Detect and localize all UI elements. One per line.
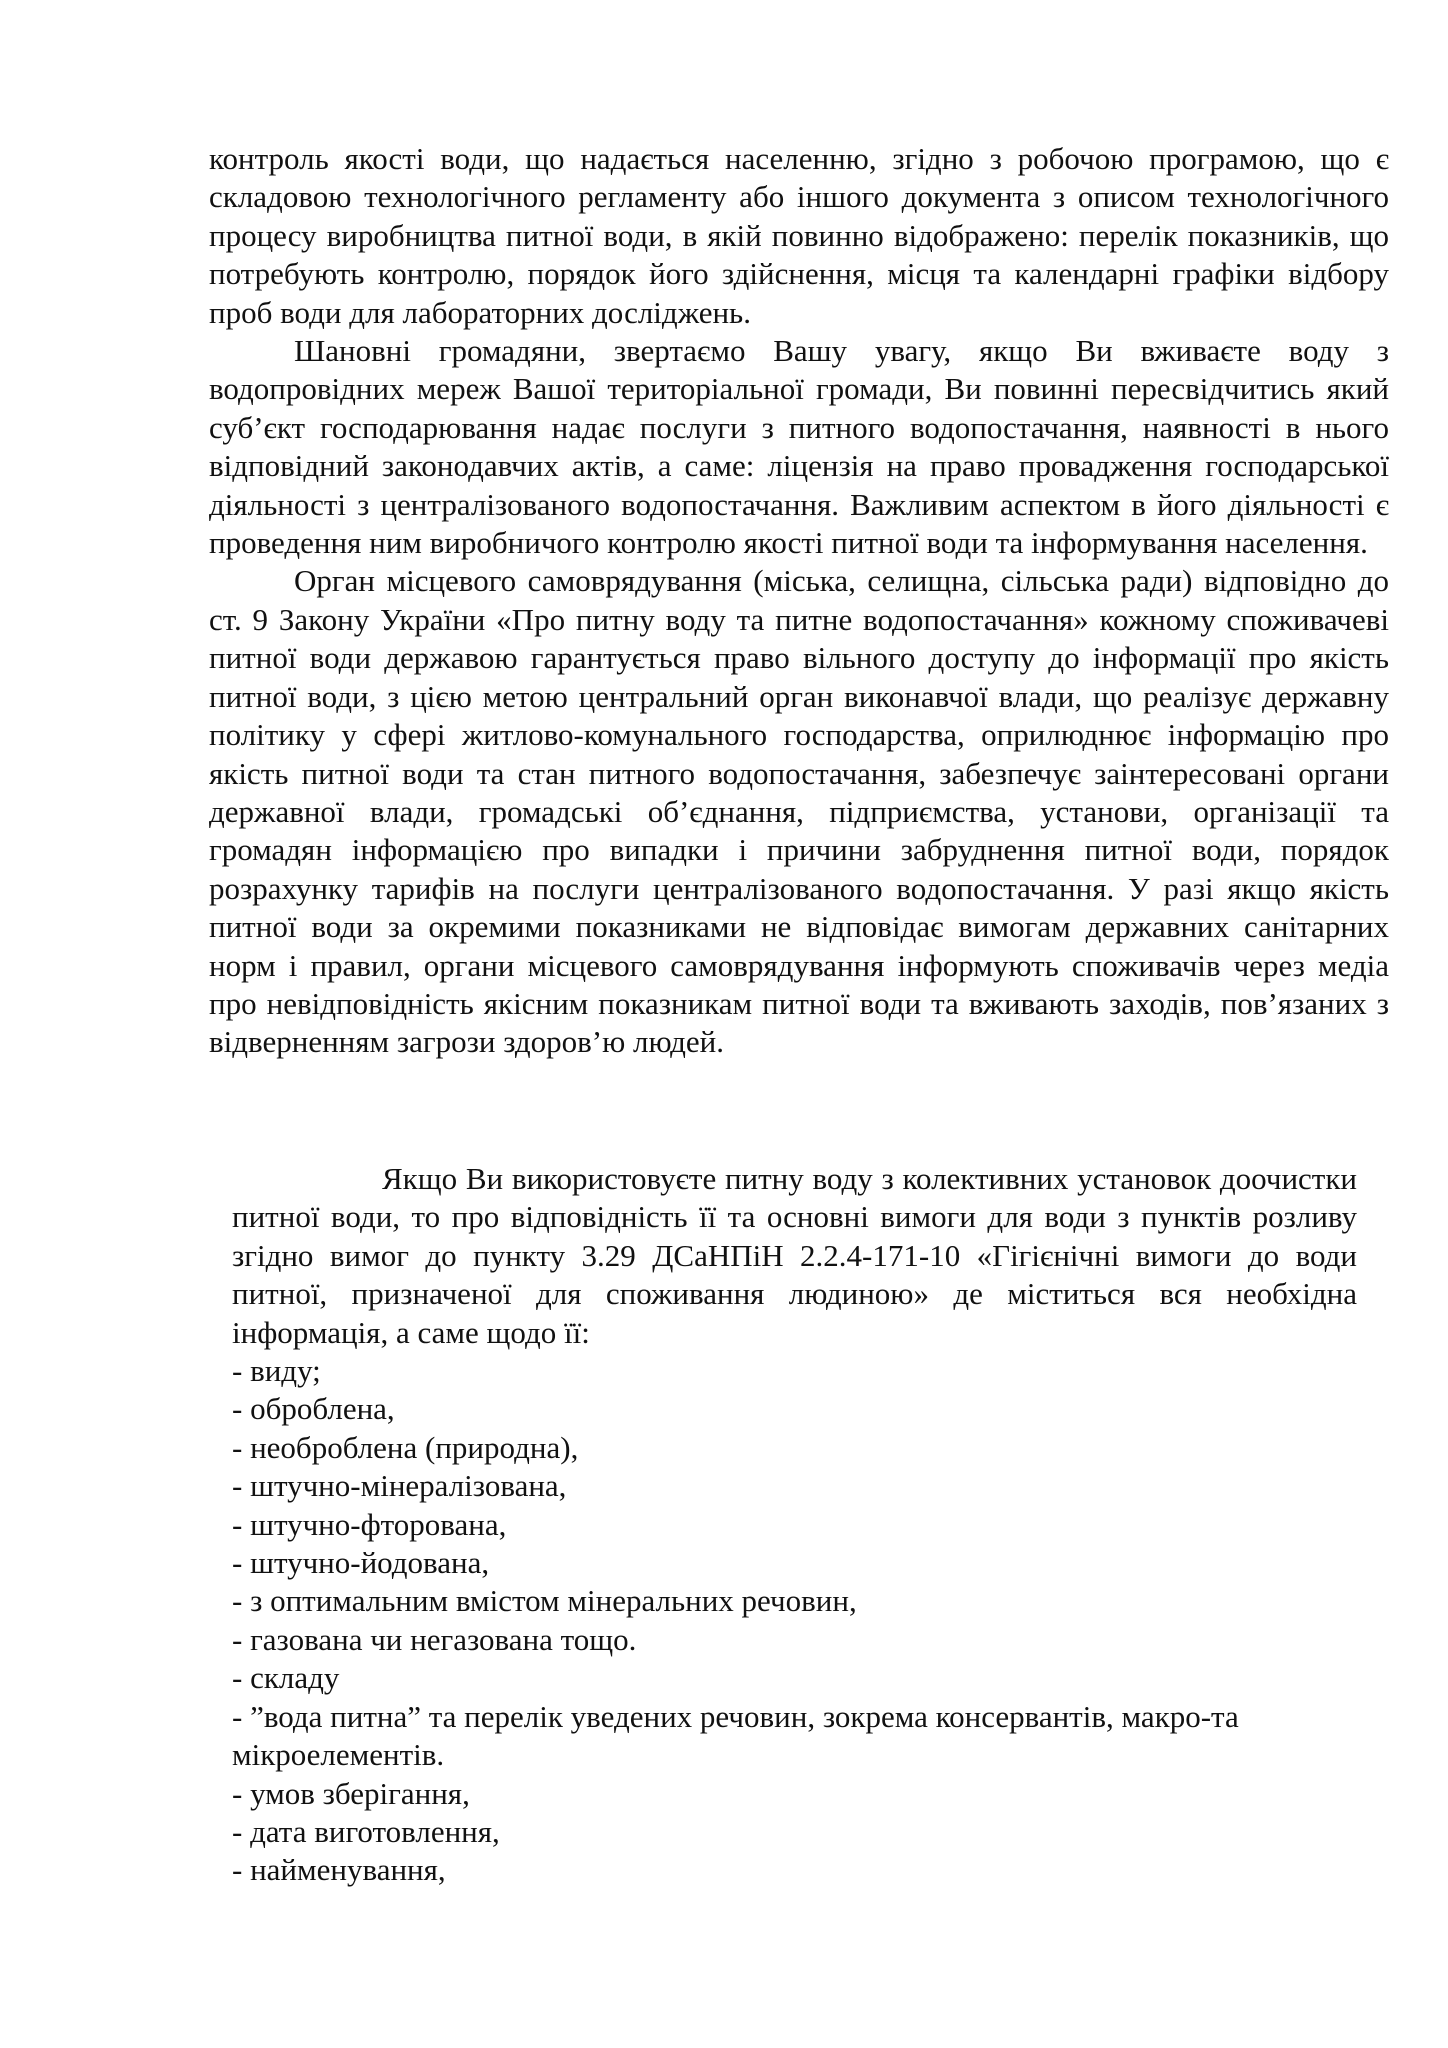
list-item: - необроблена (природна), <box>232 1429 579 1465</box>
list-item: - штучно-фторована, <box>232 1506 507 1542</box>
list-item: - найменування, <box>232 1852 446 1888</box>
list-item: - газована чи негазована тощо. <box>232 1621 637 1657</box>
list-item: - оброблена, <box>232 1391 395 1427</box>
list-item: - виду; <box>232 1353 321 1389</box>
list-item: - дата виготовлення, <box>232 1813 500 1849</box>
document-body <box>209 140 1389 1062</box>
list-item: - складу <box>232 1660 340 1696</box>
list-item: - штучно-мінералізована, <box>232 1468 567 1504</box>
paragraph-water-quality-control: контроль якості води, що надається населенню, згідно з робочою програмою, що є складовою технологічного регламенту або іншого документа з описом технологічного процесу виробництва питної води, в якій повинно відображено: перелік показників, що потребують контролю, порядок його здійснення, місця та календарні графіки відбору проб води для лабораторних досліджень. <box>209 141 1389 330</box>
paragraph-collective-installations: Якщо Ви використовуєте питну воду з колективних установок доочистки питної води, то про відповідність її та основні вимоги для води з пунктів розливу згідно вимог до пункту 3.29 ДСаНПіН 2.2.4-171-10 «Гігієнічні вимоги до води питної, призначеної для споживання людиною» де міститься вся необхідна інформація, а саме щодо її: <box>232 1161 1357 1350</box>
document-body-collective-installations <box>232 1160 1357 1890</box>
paragraph-local-government: Орган місцевого самоврядування (міська, селищна, сільська ради) відповідно до ст. 9 Закону України «Про питну воду та питне водопостачання» кожному споживачеві питної води державою гарантується право вільного доступу до інформації про якість питної води, з цією метою центральний орган виконавчої влади, що реалізує державну політику у сфері житлово-комунального господарства, оприлюднює інформацію про якість питної води та стан питного водопостачання, забезпечує заінтересовані органи державної влади, громадські об’єднання, підприємства, установи, організації та громадян інформацією про випадки і причини забруднення питної води, порядок розрахунку тарифів на послуги централізованого водопостачання. У разі якщо якість питної води за окремими показниками не відповідає вимогам державних санітарних норм і правил, органи місцевого самоврядування інформують споживачів через медіа про невідповідність якісним показникам питної води та вживають заходів, пов’язаних з відверненням загрози здоров’ю людей. <box>209 563 1389 1060</box>
list-item: - з оптимальним вмістом мінеральних речовин, <box>232 1583 857 1619</box>
paragraph-citizens-notice: Шановні громадяни, звертаємо Вашу увагу, якщо Ви вживаєте воду з водопровідних мереж Вашої територіальної громади, Ви повинні пересвідчитись який суб’єкт господарювання надає послуги з питного водопостачання, наявності в нього відповідний законодавчих актів, а саме: ліцензія на право провадження господарської діяльності з централізованого водопостачання. Важливим аспектом в його діяльності є проведення ним виробничого контролю якості питної води та інформування населення. <box>209 333 1389 561</box>
list-item: - ”вода питна” та перелік уведених речовин, зокрема консервантів, макро-та мікроелементів. <box>232 1698 1239 1773</box>
list-item: - штучно-йодована, <box>232 1545 490 1581</box>
requirements-list <box>232 1352 1357 1890</box>
list-item: - умов зберігання, <box>232 1775 470 1811</box>
